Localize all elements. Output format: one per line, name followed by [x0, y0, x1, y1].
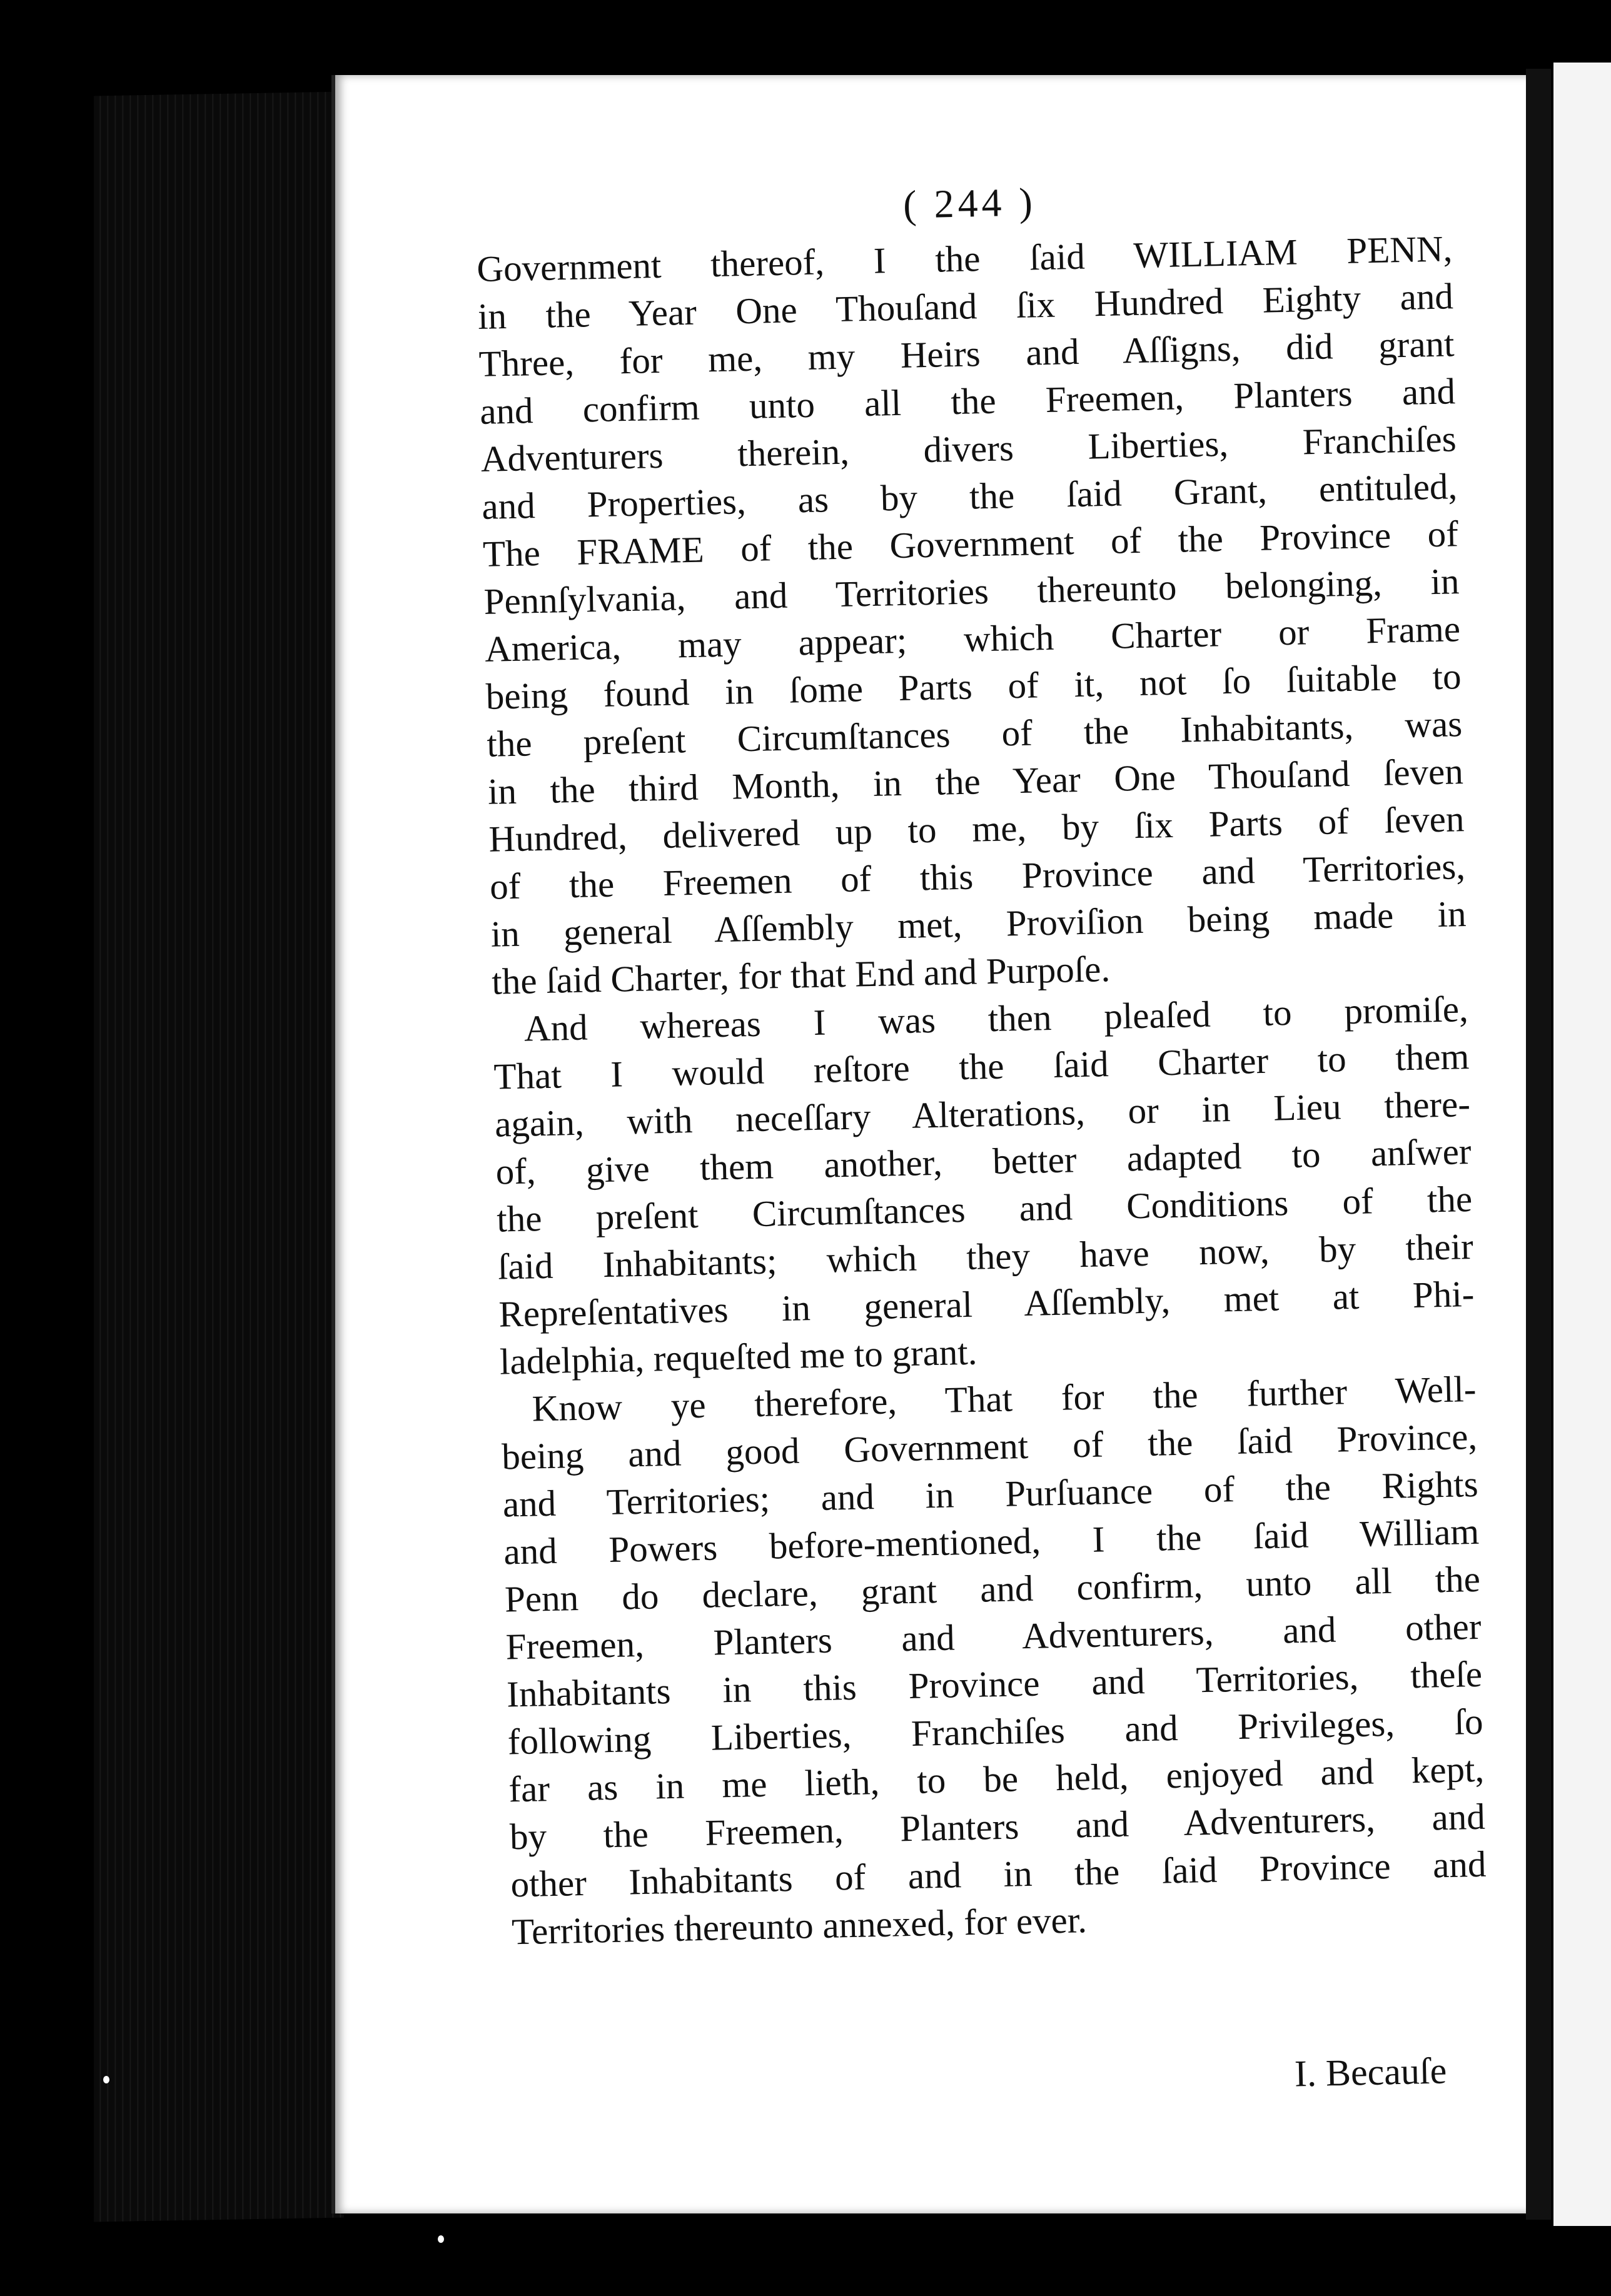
- text-line: again, with neceſſary Alterations, or in Lieu there-: [494, 1083, 1471, 1145]
- page-edge-stack: [94, 92, 344, 2222]
- text-line: and Territories; and in Purſuance of the Rights: [502, 1463, 1479, 1525]
- text-line: being and good Government of the ſaid Province,: [501, 1415, 1478, 1478]
- text-line: and Properties, as by the ſaid Grant, entituled,: [481, 465, 1458, 527]
- text-line: Know ye therefore, That for the further Well-: [532, 1367, 1477, 1429]
- text-line: Inhabitants in this Province and Territories, theſe: [506, 1653, 1483, 1715]
- text-line: Penn do declare, grant and confirm, unto all the: [504, 1558, 1481, 1620]
- scan-speck: [103, 2076, 109, 2083]
- text-line: Repreſentatives in general Aſſembly, met at Phi-: [498, 1272, 1475, 1335]
- text-line: Three, for me, my Heirs and Aſſigns, did grant: [478, 323, 1455, 385]
- text-line: far as in me lieth, to be held, enjoyed and kept,: [508, 1748, 1485, 1810]
- text-line: ladelphia, requeſted me to grant.: [499, 1331, 978, 1382]
- gutter-shadow: [1526, 69, 1551, 2220]
- text-line: the ſaid Charter, for that End and Purpoſe.: [491, 948, 1111, 1002]
- facing-page-edge: [1551, 63, 1611, 2226]
- text-line: of the Freemen of this Province and Territories,: [489, 845, 1466, 907]
- text-line: the preſent Circumſtances of the Inhabitants, was: [486, 703, 1463, 765]
- text-line: other Inhabitants of and in the ſaid Province and: [510, 1843, 1487, 1905]
- scan-speck: [438, 2235, 444, 2243]
- text-line: following Liberties, Franchiſes and Privileges, ſo: [507, 1700, 1484, 1763]
- catchword: I. Becauſe: [1294, 2050, 1447, 2095]
- text-line: That I would reſtore the ſaid Charter to them: [493, 1035, 1470, 1097]
- text-line: Government thereof, I the ſaid WILLIAM PENN,: [476, 228, 1453, 290]
- text-line: The FRAME of the Government of the Province of: [482, 513, 1459, 575]
- text-line: by the Freemen, Planters and Adventurers, and: [509, 1795, 1486, 1858]
- text-line: and confirm unto all the Freemen, Planters and: [479, 370, 1456, 432]
- text-line: And whereas I was then pleaſed to promiſe,: [523, 988, 1469, 1049]
- page-text: [475, 173, 1488, 1955]
- text-line: and Powers before-mentioned, I the ſaid William: [503, 1510, 1480, 1573]
- text-line: ſaid Inhabitants; which they have now, by their: [497, 1225, 1474, 1287]
- text-line: in the third Month, in the Year One Thouſand ſeven: [487, 750, 1464, 812]
- text-line: Freemen, Planters and Adventurers, and other: [505, 1605, 1482, 1668]
- text-line: America, may appear; which Charter or Frame: [484, 608, 1461, 670]
- page-number: ( 244 ): [902, 179, 1037, 227]
- text-line: in general Aſſembly met, Proviſion being made in: [490, 893, 1467, 955]
- text-line: Territories thereunto annexed, for ever.: [511, 1899, 1088, 1953]
- text-line: Hundred, delivered up to me, by ſix Parts of ſeven: [488, 798, 1465, 860]
- text-line: Adventurers therein, divers Liberties, Franchiſes: [480, 418, 1457, 480]
- text-line: the preſent Circumſtances and Conditions of the: [496, 1177, 1473, 1240]
- text-line: being found in ſome Parts of it, not ſo ſuitable to: [485, 655, 1462, 717]
- text-line: Pennſylvania, and Territories thereunto belonging, in: [483, 560, 1460, 622]
- text-line: of, give them another, better adapted to anſwer: [495, 1130, 1472, 1192]
- text-line: in the Year One Thouſand ſix Hundred Eighty and: [477, 275, 1454, 337]
